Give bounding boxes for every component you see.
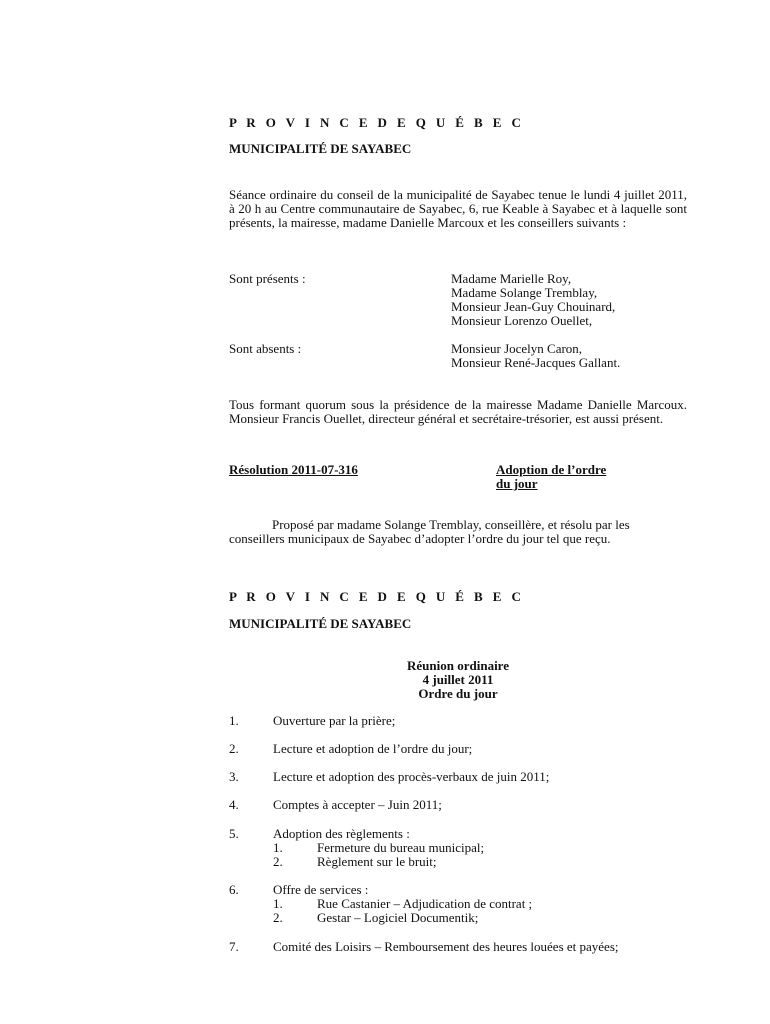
resolution-title-line2: du jour <box>496 476 538 491</box>
agenda-item-text: Adoption des règlements : <box>273 826 410 841</box>
meeting-type: Réunion ordinaire <box>407 658 509 673</box>
agenda-subitem-text: Rue Castanier – Adjudication de contrat ; <box>317 896 533 911</box>
present-name: Monsieur Lorenzo Ouellet, <box>451 313 593 328</box>
agenda-item-text: Ouverture par la prière; <box>273 713 396 728</box>
agenda-heading: Ordre du jour <box>418 686 498 701</box>
province-heading-2: P R O V I N C E D E Q U É B E C <box>229 589 525 604</box>
agenda-subitem-number: 2. <box>273 854 283 869</box>
agenda-subitem-text: Gestar – Logiciel Documentik; <box>317 910 479 925</box>
agenda-item-text: Lecture et adoption des procès-verbaux de juin 2011; <box>273 769 550 784</box>
agenda-subitem-text: Règlement sur le bruit; <box>317 854 437 869</box>
present-name: Monsieur Jean-Guy Chouinard, <box>451 299 616 314</box>
agenda-item-number: 5. <box>229 826 239 841</box>
agenda-subitem-number: 2. <box>273 910 283 925</box>
agenda-item-number: 6. <box>229 882 239 897</box>
municipality-heading: MUNICIPALITÉ DE SAYABEC <box>229 141 412 156</box>
intro-paragraph: Séance ordinaire du conseil de la municipalité de Sayabec tenue le lundi 4 juillet 2011, à 20 h au Centre communautaire de Sayabec, 6, rue Keable à Sayabec et à laquelle sont présents, la mairesse, madame Danielle Marcoux et les conseillers suivants : <box>229 187 687 230</box>
agenda-item-text: Comité des Loisirs – Remboursement des heures louées et payées; <box>273 939 619 954</box>
resolution-title <box>496 463 606 491</box>
resolution-body: Proposé par madame Solange Tremblay, conseillère, et résolu par les conseillers municipaux de Sayabec d’adopter l’ordre du jour tel que reçu. <box>229 517 630 546</box>
agenda-item-number: 2. <box>229 741 239 756</box>
agenda-subitem-number: 1. <box>273 840 283 855</box>
resolution-number: Résolution 2011-07-316 <box>229 462 358 477</box>
absent-name: Monsieur René-Jacques Gallant. <box>451 355 621 370</box>
agenda-item-text: Offre de services : <box>273 882 369 897</box>
absent-list <box>451 342 620 370</box>
province-heading: P R O V I N C E D E Q U É B E C <box>229 115 525 130</box>
resolution-title-line1: Adoption de l’ordre <box>496 462 607 477</box>
agenda-item-text: Comptes à accepter – Juin 2011; <box>273 797 442 812</box>
municipality-heading-2: MUNICIPALITÉ DE SAYABEC <box>229 616 412 631</box>
agenda-item-number: 1. <box>229 713 239 728</box>
quorum-paragraph: Tous formant quorum sous la présidence de la mairesse Madame Danielle Marcoux. Monsieur Francis Ouellet, directeur général et secrétaire-trésorier, est aussi présent. <box>229 397 687 426</box>
present-label: Sont présents : <box>229 271 306 286</box>
agenda-subitem-text: Fermeture du bureau municipal; <box>317 840 485 855</box>
agenda-subitem-number: 1. <box>273 896 283 911</box>
present-name: Madame Solange Tremblay, <box>451 285 598 300</box>
absent-label: Sont absents : <box>229 341 302 356</box>
agenda-item-number: 3. <box>229 769 239 784</box>
absent-name: Monsieur Jocelyn Caron, <box>451 341 583 356</box>
agenda-item-number: 4. <box>229 797 239 812</box>
meeting-date: 4 juillet 2011 <box>422 672 494 687</box>
agenda-item-number: 7. <box>229 939 239 954</box>
agenda-title <box>229 659 687 701</box>
agenda-item-text: Lecture et adoption de l’ordre du jour; <box>273 741 473 756</box>
present-name: Madame Marielle Roy, <box>451 271 572 286</box>
present-list <box>451 272 615 328</box>
